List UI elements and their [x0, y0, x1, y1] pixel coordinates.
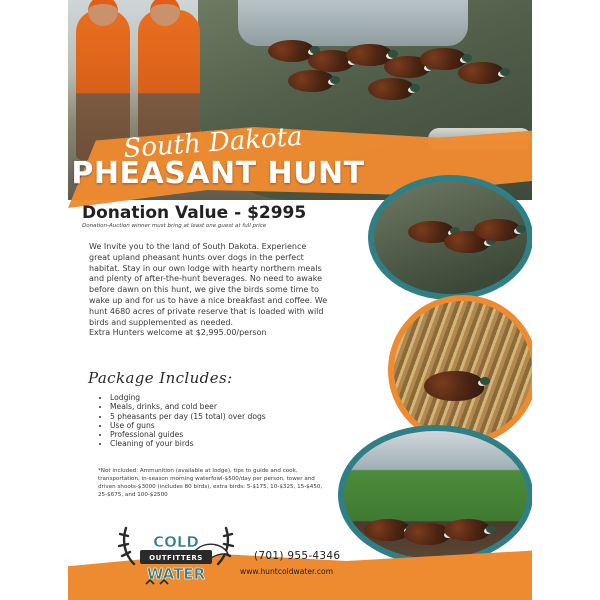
- list-item: • Cleaning of your birds: [110, 439, 310, 448]
- flyer-page: [68, 0, 532, 600]
- page-title: PHEASANT HUNT: [71, 156, 365, 191]
- pheasant-image: [364, 519, 410, 541]
- logo-line-outfitters: OUTFITTERS: [149, 554, 203, 562]
- description-text: We Invite you to the land of South Dakota. Experience great upland pheasant hunts over dogs in the perfect habitat. Stay in our own lodge with hearty northern meals and plenty of after-the-hunt beverages. No need to awake before dawn on this hunt, we give the birds some time to wake up and for us to have a nice breakfast and coffee. We hunt 4680 acres of private reserve that is loaded with wild birds and supplemented as needed.: [89, 242, 328, 327]
- logo-graphic: [116, 520, 236, 590]
- list-item: • 5 pheasants per day (15 total) over dogs: [110, 412, 310, 421]
- pheasant-image: [424, 371, 484, 401]
- cold-water-outfitters-logo: [116, 520, 236, 590]
- hunter-head: [150, 0, 180, 26]
- pheasant-image: [474, 219, 520, 241]
- pheasant-image: [368, 78, 414, 100]
- donation-note: Donation-Auction winner must bring at least one guest at full price: [82, 223, 267, 229]
- pheasant-in-field-photo: [388, 295, 532, 445]
- list-item: • Professional guides: [110, 430, 310, 439]
- pheasant-image: [420, 48, 466, 70]
- logo-line-water: WATER: [146, 565, 206, 583]
- description-block: [89, 242, 329, 339]
- dog-and-tractor-photo: [338, 425, 532, 565]
- not-included-footnote: *Not included: Ammunition (available at lodge), tips to guide and cook, transportation, in-season morning waterfowl-$500/day per person, tower and driven shoots-$3000 (includes 80 birds), extra birds: 5-$175, 10-$325, 15-$450, 25-$675, and 100-$2500: [98, 468, 323, 498]
- pheasant-image: [458, 62, 504, 84]
- pheasant-image: [288, 70, 334, 92]
- pheasant-image: [268, 40, 314, 62]
- logo-line-cold: COLD: [153, 533, 199, 551]
- hunter-head: [88, 0, 118, 26]
- website-link[interactable]: www.huntcoldwater.com: [240, 567, 334, 576]
- pheasants-on-truck-photo: [368, 175, 532, 300]
- donation-value: Donation Value - $2995: [82, 203, 307, 223]
- pheasant-image: [444, 519, 490, 541]
- script-title: South Dakota: [122, 121, 304, 165]
- package-list: [98, 393, 310, 449]
- package-title: Package Includes:: [88, 369, 233, 387]
- pheasant-image: [404, 523, 450, 545]
- phone-number: (701) 955-4346: [254, 550, 341, 562]
- extra-hunters-text: Extra Hunters welcome at $2,995.00/person: [89, 328, 267, 338]
- list-item: • Use of guns: [110, 421, 310, 430]
- list-item: • Lodging: [110, 393, 310, 402]
- list-item: • Meals, drinks, and cold beer: [110, 402, 310, 411]
- truck-window-image: [238, 0, 468, 46]
